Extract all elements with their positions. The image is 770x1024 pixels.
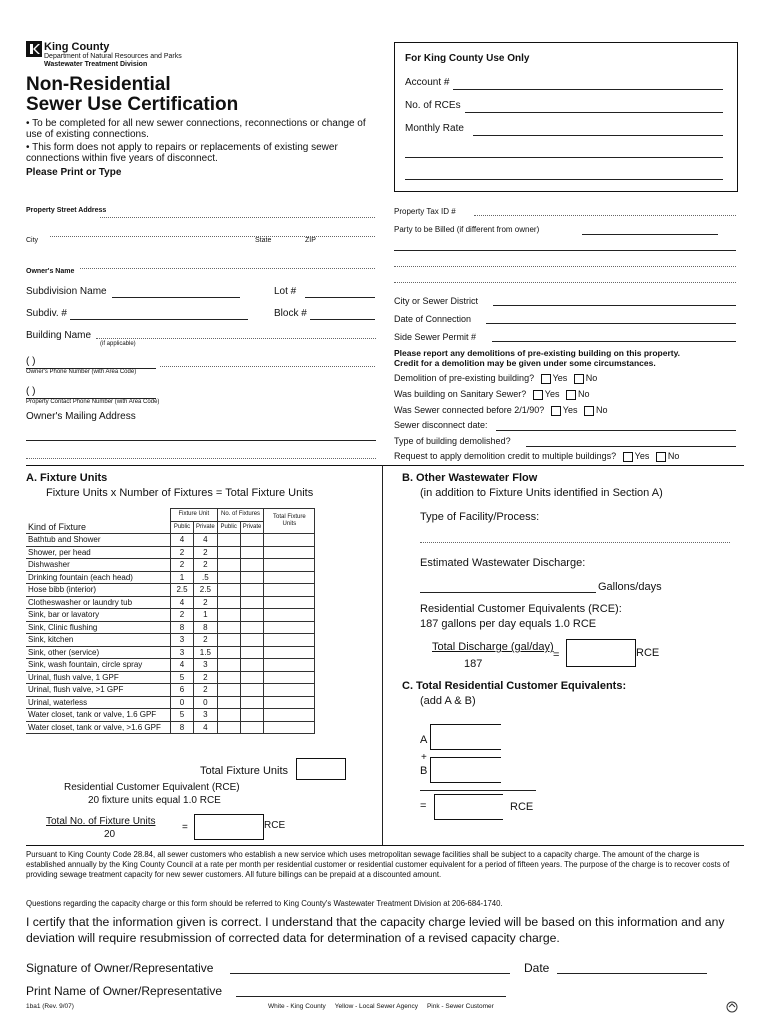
king-county-logo	[26, 41, 42, 62]
no-label: No	[595, 405, 608, 415]
block-label: Block #	[274, 308, 307, 319]
building-input[interactable]	[96, 328, 376, 339]
rce-b-input[interactable]	[566, 639, 636, 667]
fixture-total[interactable]	[264, 571, 315, 584]
c-total-input[interactable]	[434, 794, 503, 820]
fixture-public-count[interactable]	[217, 609, 240, 622]
fixture-public-count[interactable]	[217, 659, 240, 672]
no-label: No	[585, 373, 598, 383]
tax-id-label: Property Tax ID #	[394, 207, 456, 216]
building-label: Building Name	[26, 330, 92, 341]
fixture-total[interactable]	[264, 584, 315, 597]
rce-a-input[interactable]	[194, 814, 264, 840]
col-public: Public	[171, 521, 194, 534]
fixture-public-count[interactable]	[217, 671, 240, 684]
owner-phone-paren: ( )	[26, 356, 36, 367]
fixture-total[interactable]	[264, 709, 315, 722]
fixture-private-unit: 2	[194, 546, 218, 559]
q-multiple	[394, 451, 679, 462]
fixture-private-unit: 1.5	[194, 646, 218, 659]
if-applicable: (if applicable)	[100, 341, 136, 347]
c-rce-label: RCE	[510, 801, 534, 813]
col-public-2: Public	[217, 521, 240, 534]
fixture-kind: Bathtub and Shower	[26, 534, 171, 547]
fixture-kind: Water closet, tank or valve, 1.6 GPF	[26, 709, 171, 722]
contact-phone-label: Property Contact Phone Number (with Area Code)	[26, 399, 160, 405]
district-label: City or Sewer District	[394, 296, 479, 306]
fixture-row	[26, 596, 315, 609]
col-private: Private	[194, 521, 218, 534]
fixture-total[interactable]	[264, 534, 315, 547]
fixture-public-count[interactable]	[217, 721, 240, 734]
fixture-row	[26, 709, 315, 722]
fixture-public-unit: 6	[171, 684, 194, 697]
city-label: City	[26, 237, 39, 244]
fixture-row	[26, 609, 315, 622]
yes-label: Yes	[544, 389, 560, 399]
fixture-total[interactable]	[264, 621, 315, 634]
lot-label: Lot #	[274, 286, 297, 297]
sanitary-yes-checkbox[interactable]	[533, 390, 543, 400]
fixture-public-count[interactable]	[217, 709, 240, 722]
fixture-public-unit: 5	[171, 709, 194, 722]
fixture-private-unit: 1	[194, 609, 218, 622]
sanitary-no-checkbox[interactable]	[566, 390, 576, 400]
facility-type-label: Type of Facility/Process:	[420, 511, 540, 523]
fixture-private-count[interactable]	[240, 534, 264, 547]
c-b-input[interactable]	[430, 757, 501, 783]
yes-label: Yes	[552, 373, 568, 383]
section-b-title: B. Other Wastewater Flow	[402, 472, 538, 484]
fixture-kind: Urinal, flush valve, 1 GPF	[26, 671, 171, 684]
demo-note-1: Please report any demolitions of pre-existing building on this property.	[394, 348, 681, 358]
fixture-private-unit: 2	[194, 671, 218, 684]
fixture-public-count[interactable]	[217, 571, 240, 584]
c-plus: +	[421, 752, 427, 763]
fixture-row	[26, 621, 315, 634]
col-no-fixtures: No. of Fixtures	[217, 509, 264, 522]
fixture-row	[26, 546, 315, 559]
fixture-total[interactable]	[264, 696, 315, 709]
fixture-row	[26, 696, 315, 709]
fixture-kind: Sink, bar or lavatory	[26, 609, 171, 622]
tax-id-input[interactable]	[474, 205, 736, 216]
fixture-kind: Hose bibb (interior)	[26, 584, 171, 597]
fixture-public-count[interactable]	[217, 646, 240, 659]
fixture-table	[26, 508, 315, 734]
fixture-private-count[interactable]	[240, 559, 264, 572]
total-no-label: Total No. of Fixture Units	[46, 816, 156, 827]
bullet-2: • This form does not apply to repairs or replacements of existing sewer connections within five years of disconnect.	[26, 142, 338, 164]
contact-phone-paren: ( )	[26, 386, 36, 397]
fixture-kind: Drinking fountain (each head)	[26, 571, 171, 584]
section-c-title: C. Total Residential Customer Equivalents:	[402, 680, 627, 692]
fixture-row	[26, 584, 315, 597]
no-label: No	[577, 389, 590, 399]
street-label: Property Street Address	[26, 207, 107, 214]
fixture-private-unit: 3	[194, 659, 218, 672]
fixture-public-unit: 4	[171, 596, 194, 609]
county-use-title: For King County Use Only	[405, 53, 530, 64]
fixture-private-count[interactable]	[240, 634, 264, 647]
fixture-kind: Sink, Clinic flushing	[26, 621, 171, 634]
subdiv-no-label: Subdiv. #	[26, 308, 67, 319]
subdivision-label: Subdivision Name	[26, 286, 107, 297]
c-a-input[interactable]	[430, 724, 501, 750]
fixture-row	[26, 671, 315, 684]
fixture-total[interactable]	[264, 559, 315, 572]
print-note: Please Print or Type	[26, 167, 122, 178]
fixture-public-count[interactable]	[217, 684, 240, 697]
b-rce-line-1: Residential Customer Equivalents (RCE):	[420, 603, 622, 615]
fixture-row	[26, 684, 315, 697]
facility-type-input[interactable]	[420, 530, 730, 543]
demo-note-2: Credit for a demolition may be given under some circumstances.	[394, 358, 656, 368]
rce-b-label: RCE	[636, 647, 660, 659]
fixture-total[interactable]	[264, 721, 315, 734]
title-line1: Non-Residential	[26, 74, 171, 95]
fixture-kind: Clotheswasher or laundry tub	[26, 596, 171, 609]
total-fixture-units-label: Total Fixture Units	[200, 765, 289, 777]
fixture-private-unit: 0	[194, 696, 218, 709]
party-billed-input[interactable]	[394, 260, 736, 267]
org-name: King County	[44, 41, 110, 53]
party-billed-input-2[interactable]	[394, 276, 736, 283]
fixture-public-unit: 8	[171, 721, 194, 734]
fixture-row	[26, 659, 315, 672]
equals-b: =	[553, 649, 560, 661]
fixture-row	[26, 646, 315, 659]
owner-phone-input[interactable]	[160, 356, 375, 367]
fixture-public-count[interactable]	[217, 621, 240, 634]
fixture-public-count[interactable]	[217, 546, 240, 559]
type-demolished-label: Type of building demolished?	[394, 436, 511, 446]
fixture-public-count[interactable]	[217, 534, 240, 547]
gallons-label: Gallons/days	[598, 581, 662, 593]
bullet-1: • To be completed for all new sewer connections, reconnections or change of use of existing connections.	[26, 118, 366, 140]
fixture-total[interactable]	[264, 609, 315, 622]
fixture-public-unit: 1	[171, 571, 194, 584]
total-fixture-units-input[interactable]	[296, 758, 346, 780]
rce-a-label: RCE	[264, 820, 286, 831]
fixture-private-count[interactable]	[240, 546, 264, 559]
multiple-yes-checkbox[interactable]	[623, 452, 633, 462]
fixture-public-unit: 5	[171, 671, 194, 684]
multiple-no-checkbox[interactable]	[656, 452, 666, 462]
fixture-public-unit: 3	[171, 634, 194, 647]
signature-label: Signature of Owner/Representative	[26, 961, 214, 975]
date-input[interactable]	[557, 960, 707, 974]
fixture-public-count[interactable]	[217, 584, 240, 597]
fixture-private-count[interactable]	[240, 696, 264, 709]
monthly-rate-label: Monthly Rate	[405, 123, 464, 134]
fixture-public-unit: 4	[171, 659, 194, 672]
fixture-private-unit: 4	[194, 534, 218, 547]
fixture-kind: Sink, wash fountain, circle spray	[26, 659, 171, 672]
questions-text: Questions regarding the capacity charge or this form should be referred to King County's Wastewater Treatment Division at 206-684-1740.	[26, 899, 503, 908]
fixture-kind: Dishwasher	[26, 559, 171, 572]
q-multiple-label: Request to apply demolition credit to multiple buildings?	[394, 451, 617, 461]
q-before	[394, 405, 608, 416]
col-fixture-unit: Fixture Unit	[171, 509, 218, 522]
q-demolition	[394, 373, 597, 384]
account-label: Account #	[405, 77, 450, 88]
fixture-total[interactable]	[264, 659, 315, 672]
fixture-private-count[interactable]	[240, 646, 264, 659]
section-a-formula: Fixture Units x Number of Fixtures = Total Fixture Units	[46, 487, 314, 499]
fixture-row	[26, 534, 315, 547]
fixture-private-count[interactable]	[240, 671, 264, 684]
q-demolition-label: Demolition of pre-existing building?	[394, 373, 535, 383]
disconnect-date-label: Sewer disconnect date:	[394, 420, 488, 430]
c-b-label: B	[420, 765, 428, 777]
demolition-yes-checkbox[interactable]	[541, 374, 551, 384]
dept-name: Department of Natural Resources and Parks	[44, 53, 182, 60]
q-before-label: Was Sewer connected before 2/1/90?	[394, 405, 545, 415]
fixture-total[interactable]	[264, 546, 315, 559]
fixture-private-unit: 4	[194, 721, 218, 734]
fixture-private-count[interactable]	[240, 659, 264, 672]
total-discharge-label: Total Discharge (gal/day)	[432, 641, 554, 653]
rce-line-1: Residential Customer Equivalent (RCE)	[64, 782, 240, 793]
c-equals: =	[420, 800, 427, 812]
before-no-checkbox[interactable]	[584, 406, 594, 416]
c-a-label: A	[420, 734, 428, 746]
fixture-kind: Sink, other (service)	[26, 646, 171, 659]
q-sanitary-label: Was building on Sanitary Sewer?	[394, 389, 527, 399]
owner-name-label: Owner's Name	[26, 268, 75, 275]
fixture-public-unit: 2	[171, 559, 194, 572]
fixture-public-unit: 8	[171, 621, 194, 634]
code-paragraph: Pursuant to King County Code 28.84, all sewer customers who establish a new service which uses metropolitan sewage facilities shall be subject to a capacity charge. The amount of the charge is established annually by the King County Council at a rate per month per residential customer or residential customer equivalent for a period of fifteen years. The purpose of the charge is to recover costs of providing sewage treatment capacity for new sewer customers. All future billings can be prepaid at a discounted amount.	[26, 850, 730, 879]
fixture-public-unit: 2	[171, 546, 194, 559]
zip-label: ZIP	[305, 237, 316, 244]
fixture-private-count[interactable]	[240, 584, 264, 597]
section-c-subtitle: (add A & B)	[420, 695, 476, 707]
title-line2: Sewer Use Certification	[26, 94, 239, 115]
discharge-label: Estimated Wastewater Discharge:	[420, 557, 586, 569]
col-private-2: Private	[240, 521, 264, 534]
fixture-public-count[interactable]	[217, 634, 240, 647]
b-rce-line-2: 187 gallons per day equals 1.0 RCE	[420, 618, 597, 630]
q-sanitary	[394, 389, 589, 400]
fixture-private-unit: 2.5	[194, 584, 218, 597]
fixture-public-unit: 2.5	[171, 584, 194, 597]
fixture-total[interactable]	[264, 684, 315, 697]
fixture-row	[26, 559, 315, 572]
equals-a: =	[182, 822, 188, 833]
owner-phone-label: Owner's Phone Number (with Area Code)	[26, 369, 137, 375]
street-input[interactable]	[100, 205, 375, 218]
fixture-total[interactable]	[264, 634, 315, 647]
side-permit-label: Side Sewer Permit #	[394, 332, 477, 342]
mailing-label: Owner's Mailing Address	[26, 411, 136, 422]
signature-input[interactable]	[230, 960, 510, 974]
fixture-total[interactable]	[264, 596, 315, 609]
fixture-total[interactable]	[264, 671, 315, 684]
fixture-public-unit: 4	[171, 534, 194, 547]
divisor-187: 187	[464, 658, 483, 670]
code-text	[26, 850, 738, 880]
fixture-kind: Water closet, tank or valve, >1.6 GPF	[26, 721, 171, 734]
copy-distribution: White - King County Yellow - Local Sewer Agency Pink - Sewer Customer	[268, 1003, 494, 1010]
fixture-row	[26, 571, 315, 584]
city-input[interactable]	[50, 232, 375, 237]
fixture-private-count[interactable]	[240, 684, 264, 697]
yes-label: Yes	[634, 451, 650, 461]
fixture-public-unit: 3	[171, 646, 194, 659]
fixture-kind: Shower, per head	[26, 546, 171, 559]
fixture-private-unit: 8	[194, 621, 218, 634]
fixture-public-unit: 0	[171, 696, 194, 709]
fixture-private-unit: .5	[194, 571, 218, 584]
fixture-private-unit: 2	[194, 559, 218, 572]
fixture-public-count[interactable]	[217, 559, 240, 572]
fixture-private-count[interactable]	[240, 709, 264, 722]
fixture-private-count[interactable]	[240, 721, 264, 734]
connection-date-label: Date of Connection	[394, 314, 472, 324]
form-number: 1ba1 (Rev. 9/07)	[26, 1003, 74, 1010]
fixture-private-unit: 3	[194, 709, 218, 722]
certify-text: I certify that the information given is correct. I understand that the capacity charge levied will be based on this information and any deviation will require resubmission of corrected data for determination of a revised capacity charge.	[26, 915, 725, 945]
fixture-public-unit: 2	[171, 609, 194, 622]
crown-logo-icon	[26, 41, 42, 57]
section-b-subtitle: (in addition to Fixture Units identified in Section A)	[420, 487, 663, 499]
fixture-public-count[interactable]	[217, 596, 240, 609]
col-total: Total Fixture Units	[264, 509, 315, 534]
before-yes-checkbox[interactable]	[551, 406, 561, 416]
divisor-20: 20	[104, 829, 116, 840]
fixture-private-count[interactable]	[240, 621, 264, 634]
fixture-private-unit: 2	[194, 596, 218, 609]
state-label: State	[255, 237, 272, 244]
rce-line-2: 20 fixture units equal 1.0 RCE	[88, 795, 221, 806]
no-label: No	[667, 451, 680, 461]
fixture-kind: Urinal, waterless	[26, 696, 171, 709]
county-use-box	[394, 42, 738, 192]
fixture-private-unit: 2	[194, 684, 218, 697]
fixture-private-count[interactable]	[240, 571, 264, 584]
fixture-row	[26, 634, 315, 647]
demolition-no-checkbox[interactable]	[574, 374, 584, 384]
fixture-private-unit: 2	[194, 634, 218, 647]
section-a-title: A. Fixture Units	[26, 472, 108, 484]
owner-name-input[interactable]	[80, 264, 375, 269]
date-label: Date	[524, 961, 550, 975]
yes-label: Yes	[562, 405, 578, 415]
rces-label: No. of RCEs	[405, 100, 461, 111]
fixture-private-count[interactable]	[240, 609, 264, 622]
fixture-kind: Urinal, flush valve, >1 GPF	[26, 684, 171, 697]
print-name-input[interactable]	[236, 983, 506, 997]
fixture-kind: Sink, kitchen	[26, 634, 171, 647]
fixture-public-count[interactable]	[217, 696, 240, 709]
fixture-row	[26, 721, 315, 734]
division-name: Wastewater Treatment Division	[44, 61, 148, 68]
print-name-label: Print Name of Owner/Representative	[26, 984, 223, 998]
party-billed-label: Party to be Billed (if different from owner)	[394, 225, 540, 234]
col-kind: Kind of Fixture	[26, 509, 171, 534]
fixture-total[interactable]	[264, 646, 315, 659]
fixture-private-count[interactable]	[240, 596, 264, 609]
mailing-input[interactable]	[26, 452, 376, 459]
recycle-icon	[726, 1000, 738, 1018]
